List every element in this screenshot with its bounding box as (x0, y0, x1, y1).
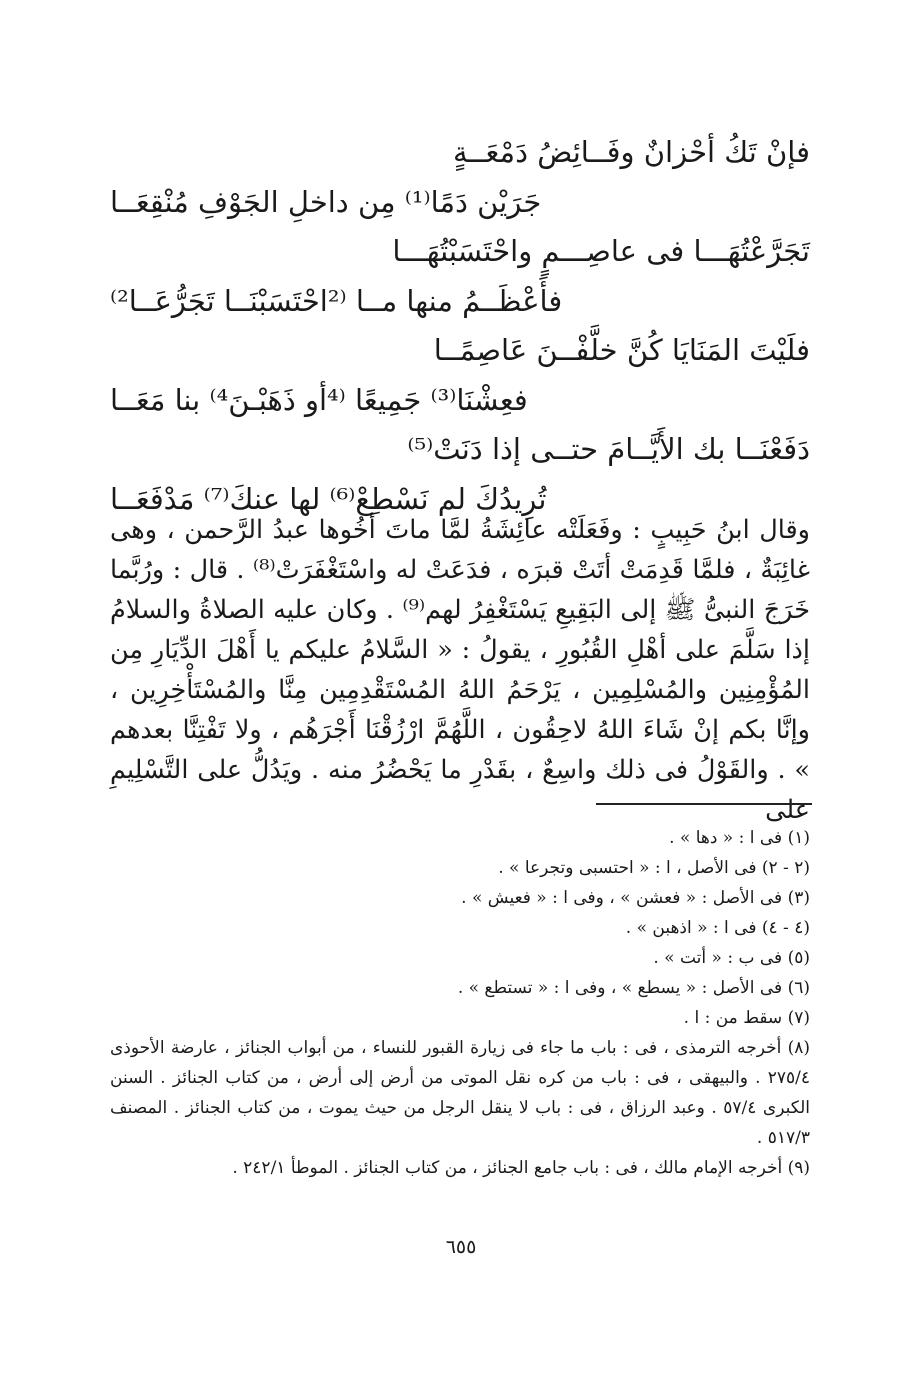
verse-2-first-hemistich: تَجَرَّعْتُهَـــا فى عاصِـــمٍ واحْتَسَبْتُهَـــا (392, 234, 810, 268)
footnote-9: (٩) أخرجه الإمام مالك ، فى : باب جامع الجنائز ، من كتاب الجنائز . الموطأ ٢٤٢/١ . (232, 1158, 810, 1178)
verse-1-second-hemistich: جَرَيْن دَمًا⁽¹⁾ مِن داخلِ الجَوْفِ مُنْقِعَــا (110, 184, 542, 219)
verse-4-first-hemistich: دَفَعْنَــا بك الأَيَّــامَ حتــى إذا دَنَتْ⁽⁵⁾ (407, 432, 810, 466)
footnote-4: (٤ - ٤) فى ا : « اذهبن » . (625, 918, 810, 938)
verse-4-second-hemistich: تُرِيدُكَ لم نَسْطِعْ⁽⁶⁾ لها عنكَ⁽⁷⁾ مَدْفَعَــا (110, 481, 547, 516)
footnotes (110, 823, 810, 1183)
footnote-5: (٥) فى ب : « أتت » . (653, 948, 810, 968)
footnote-6: (٦) فى الأصل : « يسطع » ، وفى ا : « تستطع » . (457, 978, 810, 998)
footnote-8: (٨) أخرجه الترمذى ، فى : باب ما جاء فى زيارة القبور للنساء ، من أبواب الجنائز ، عارضة الأحوذى ٢٧٥/٤ . والبيهقى ، فى : باب من كره نقل الموتى من أرض إلى أرض ، من كتاب الجنائز . السنن الكبرى ٥٧/٤ . وعبد الرزاق ، فى : باب لا ينقل الرجل من حيث يموت ، من كتاب الجنائز . المصنف ٥١٧/٣ . (110, 1038, 811, 1148)
footnote-1: (١) فى ا : « دها » . (669, 828, 810, 848)
footnote-separator (596, 803, 812, 805)
verse-2-second-hemistich: فأَعْظَــمُ منها مــا ⁽²احْتَسَبْنَــا تَجَرُّعَــا²⁾ (110, 283, 563, 318)
footnote-2: (٢ - ٢) فى الأصل ، ا : « احتسبى وتجرعا » . (498, 858, 810, 878)
verse-1-first-hemistich: فإنْ تَكُ أحْزانٌ وفَــائِضُ دَمْعَــةٍ (453, 135, 810, 169)
prose-paragraph: وقال ابنُ حَبِيبٍ : وفَعَلَتْه عائِشَةُ لمَّا ماتَ أخُوها عبدُ الرَّحمن ، وهى غائِبَةٌ ، فلمَّا قَدِمَتْ أتَتْ قبرَه ، فدَعَتْ له واسْتَغْفَرَتْ⁽⁸⁾ . قال : ورُبَّما خَرَجَ النبىُّ ﷺ إلى البَقِيعِ يَسْتَغْفِرُ لهم⁽⁹⁾ . وكان عليه الصلاةُ والسلامُ إذا سَلَّمَ على أهْلِ القُبُورِ ، يقولُ : « السَّلامُ عليكم يا أَهْلَ الدِّيَارِ مِن المُؤْمِنِين والمُسْلِمِين ، يَرْحَمُ اللهُ المُسْتَقْدِمِين مِنَّا والمُسْتَأْخِرِين ، وإنَّا بكم إنْ شَاءَ اللهُ لاحِقُون ، اللَّهُمَّ ارْزُقْنَا أَجْرَهُم ، ولا تَفْتِنَّا بعدهم » . والقَوْلُ فى ذلك واسِعٌ ، بقَدْرِ ما يَحْضُرُ منه . ويَدُلُّ على التَّسْلِيمِ على (110, 515, 810, 825)
footnote-3: (٣) فى الأصل : « فعشن » ، وفى ا : « فعيش » . (461, 888, 810, 908)
poem (110, 128, 810, 524)
verse-3-first-hemistich: فلَيْتَ المَنَايَا كُنَّ خلَّفْــنَ عَاصِمًــا (433, 333, 810, 367)
footnote-7: (٧) سقط من : ا . (683, 1008, 810, 1028)
page-number: ٦٥٥ (445, 1236, 477, 1258)
verse-3-second-hemistich: فعِشْنَا⁽³⁾ جَمِيعًا ⁽⁴أو ذَهَبْـنَ⁴⁾ بنا مَعَــا (110, 382, 528, 417)
